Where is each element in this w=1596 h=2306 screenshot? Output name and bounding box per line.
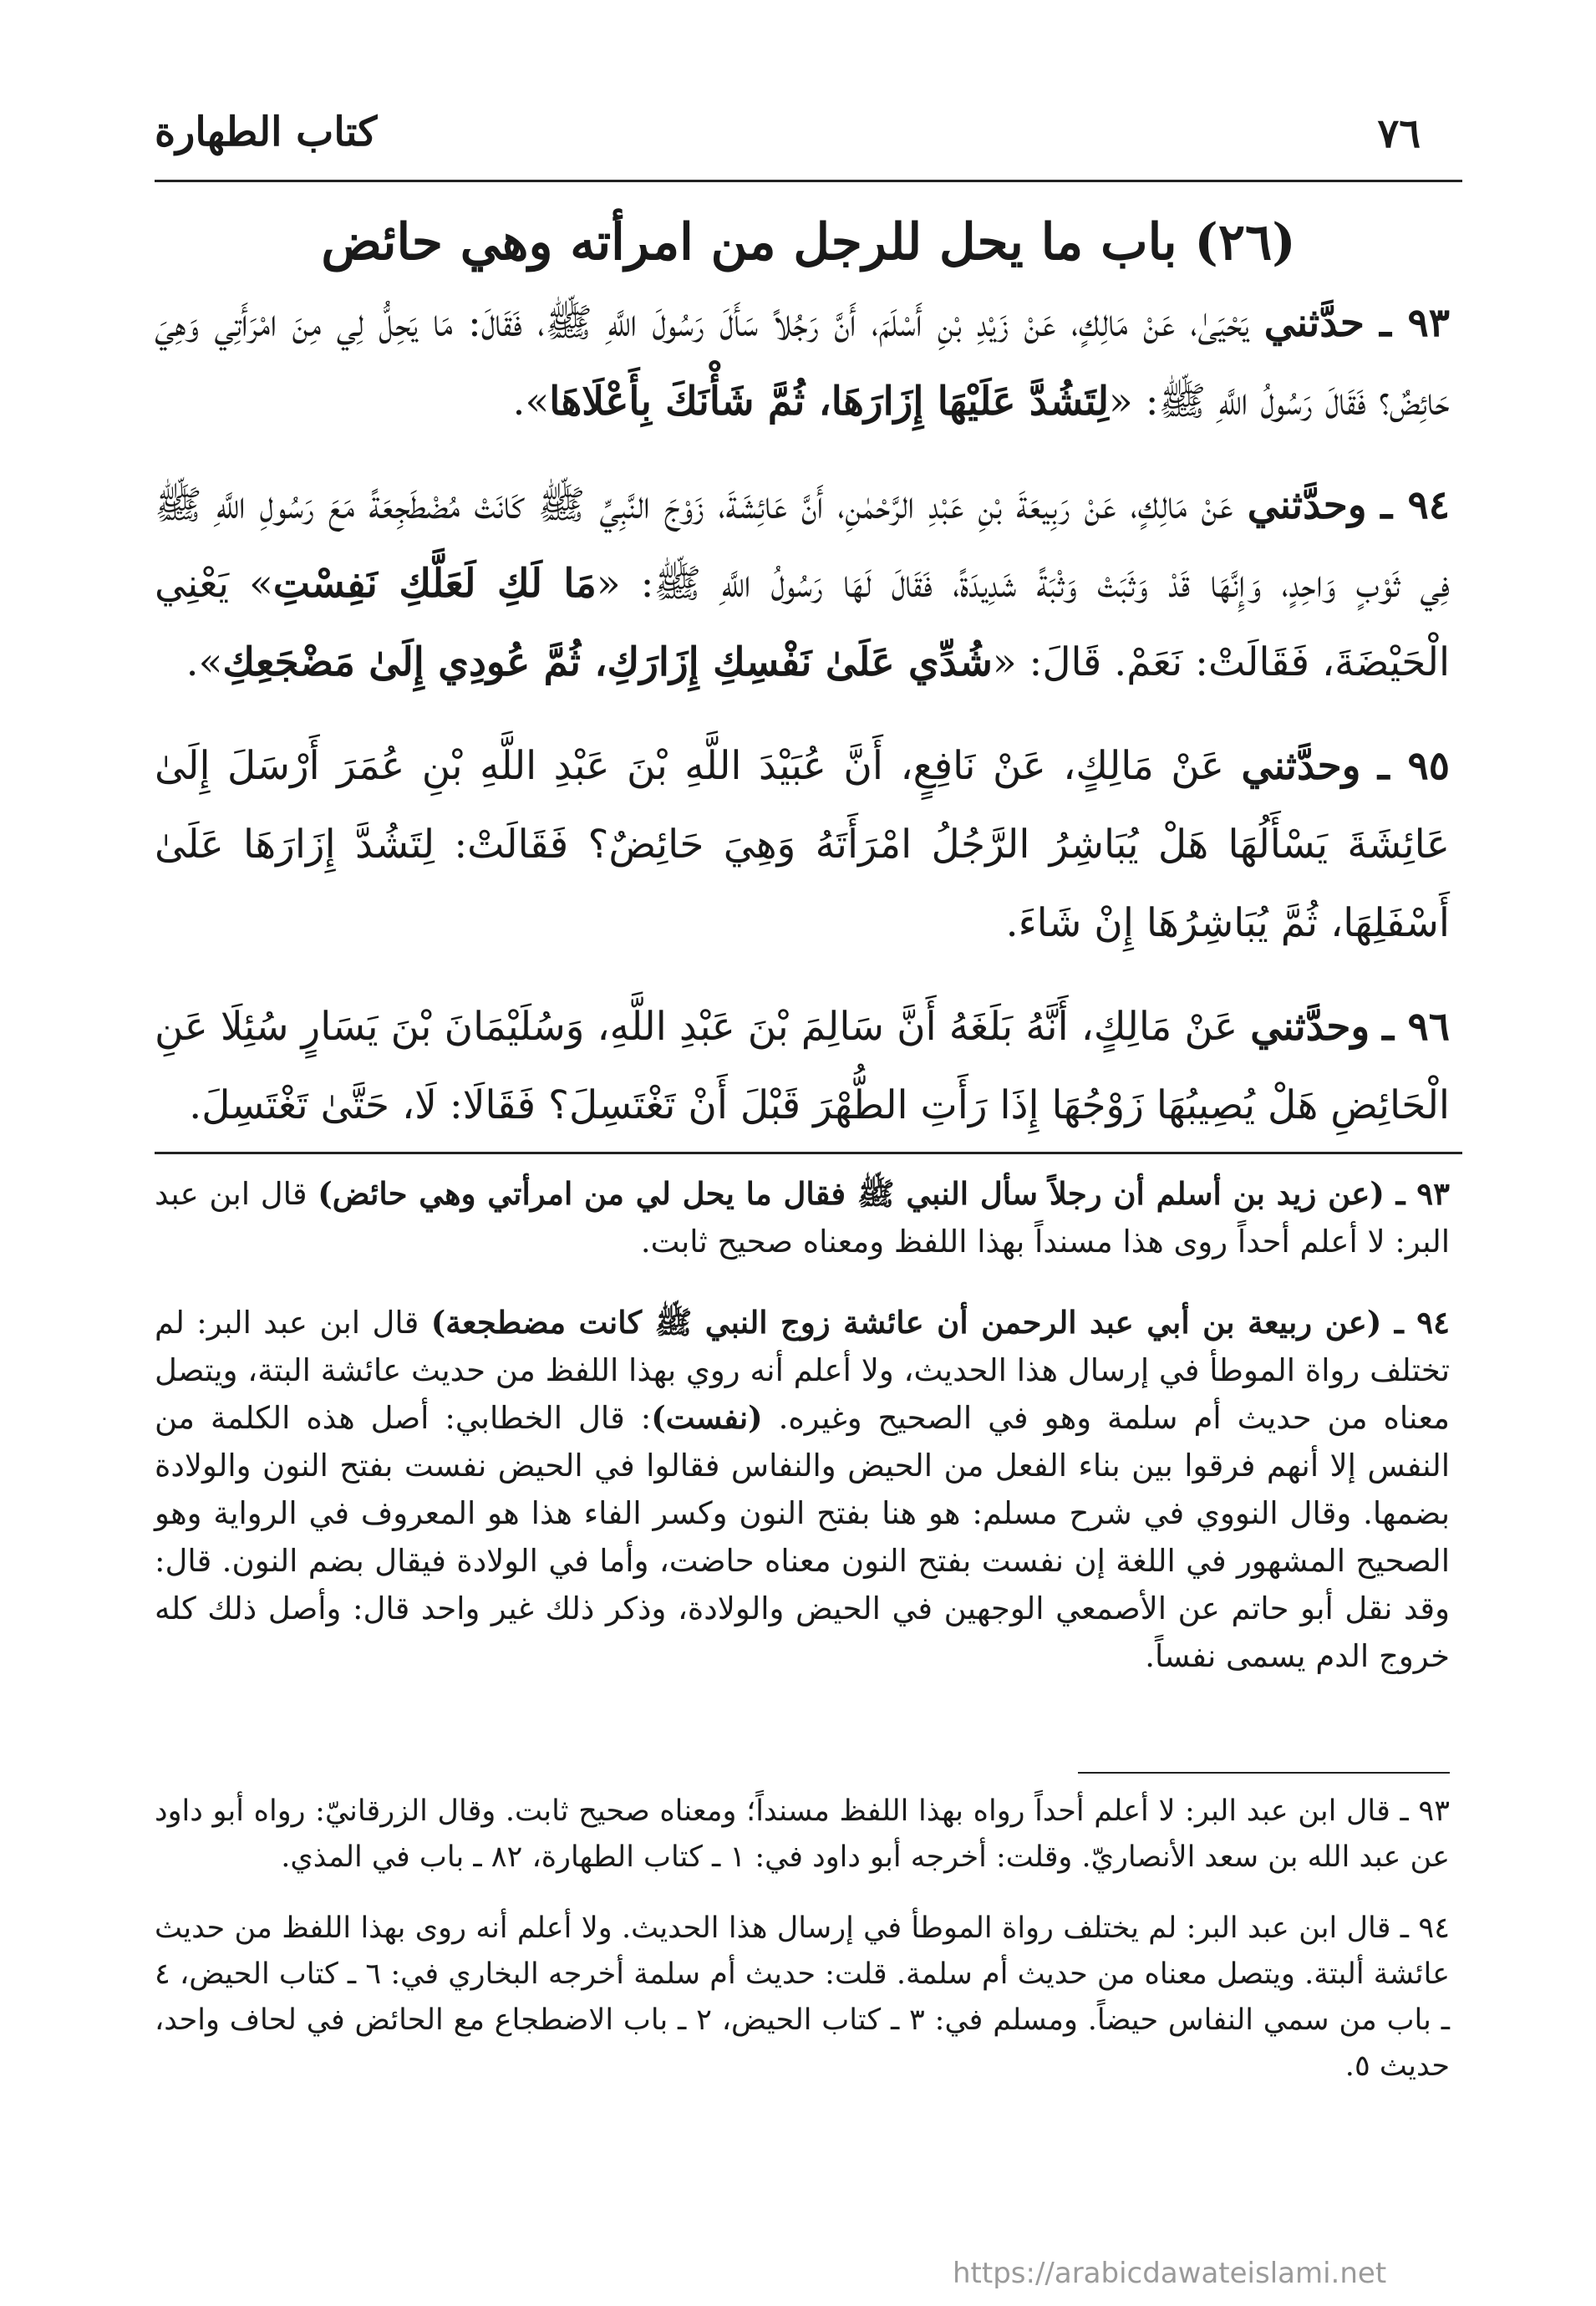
commentary-94: ٩٤ ـ (عن ربيعة بن أبي عبد الرحمن أن عائشة زوج النبي ﷺ كانت مضطجعة) قال ابن عبد البر: لم تختلف رواة الموطأ في إرسال هذا الحديث، ولا أعلم أنه روي بهذا اللفظ من حديث عائشة البتة، ويتصل معناه من حديث أم سلمة وهو في الصحيح وغيره. (نفست): قال الخطابي: أصل هذه الكلمة من النفس إلا أنهم فرقوا بين بناء الفعل من الحيض والنفاس فقالوا في الحيض نفست بفتح النون والولادة بضمها. وقال النووي في شرح مسلم: هو هنا بفتح النون وكسر الفاء هذا هو المعروف في الرواية وهو الصحيح المشهور في اللغة إن نفست بفتح النون معناه حاضت، وأما في الولادة فيقال بضم النون. قال: وقد نقل أبو حاتم عن الأصمعي الوجهين في الحيض والولادة، وذكر ذلك غير واحد قال: وأصل ذلك كله خروج الدم يسمى نفساً. xyxy=(155,1304,1451,1674)
hadith-95: ٩٥ ـ وحدَّثني عَنْ مَالِكٍ، عَنْ نَافِعٍ، أَنَّ عُبَيْدَ اللَّهِ بْنَ عَبْدِ اللَّهِ بْنِ عُمَرَ أَرْسَلَ إِلَىٰ عَائِشَةَ يَسْأَلُهَا هَلْ يُبَاشِرُ الرَّجُلُ امْرَأَتَهُ وَهِيَ حَائِضٌ؟ فَقَالَتْ: لِتَشُدَّ إِزَارَهَا عَلَىٰ أَسْفَلِهَا، ثُمَّ يُبَاشِرُهَا إِنْ شَاءَ. xyxy=(155,743,1450,946)
hadith-96: ٩٦ ـ وحدَّثني عَنْ مَالِكٍ، أَنَّهُ بَلَغَهُ أَنَّ سَالِمَ بْنَ عَبْدِ اللَّهِ، وَسُلَيْمَانَ بْنَ يَسَارٍ سُئِلَا عَنِ الْحَائِضِ هَلْ يُصِيبُهَا زَوْجُهَا إِذَا رَأَتِ الطُّهْرَ قَبْلَ أَنْ تَغْتَسِلَ؟ فَقَالَا: لَا، حَتَّىٰ تَغْتَسِلَ. xyxy=(155,1004,1450,1128)
hadith-94: ٩٤ ـ وحدَّثني عَنْ مَالِكٍ، عَنْ رَبِيعَةَ بْنِ عَبْدِ الرَّحْمٰنِ، أَنَّ عَائِشَةَ، زَوْجَ النَّبِيِّ ﷺ كَانَتْ مُضْطَجِعَةً مَعَ رَسُولِ اللَّهِ ﷺ فِي ثَوْبٍ وَاحِدٍ، وَإِنَّهَا قَدْ وَثَبَتْ وَثْبَةً شَدِيدَةً، فَقَالَ لَهَا رَسُولُ اللَّهِ ﷺ: «مَا لَكِ لَعَلَّكِ نَفِسْتِ» يَعْنِي الْحَيْضَةَ، فَقَالَتْ: نَعَمْ. قَالَ: «شُدِّي عَلَىٰ نَفْسِكِ إِزَارَكِ، ثُمَّ عُودِي إِلَىٰ مَضْجَعِكِ». xyxy=(155,482,1450,685)
book-title: كتاب الطهارة xyxy=(155,109,378,155)
footnotes xyxy=(155,1789,1450,2115)
footnote-divider xyxy=(1078,1772,1450,1774)
page-header xyxy=(155,100,1421,167)
page-number: ٧٦ xyxy=(1377,110,1421,157)
commentary-divider xyxy=(155,1152,1462,1154)
footnote-93: ٩٣ ـ قال ابن عبد البر: لا أعلم أحداً رواه بهذا اللفظ مسنداً؛ ومعناه صحيح ثابت. وقال الزرقانيّ: رواه أبو داود عن عبد الله بن سعد الأنصاريّ. وقلت: أخرجه أبو داود في: ١ ـ كتاب الطهارة، ٨٢ ـ باب في المذي. xyxy=(155,1794,1450,1874)
commentary-93: ٩٣ ـ (عن زيد بن أسلم أن رجلاً سأل النبي ﷺ فقال ما يحل لي من امرأتي وهي حائض) قال ابن عبد البر: لا أعلم أحداً روى هذا مسنداً بهذا اللفظ ومعناه صحيح ثابت. xyxy=(155,1175,1451,1260)
commentary xyxy=(155,1170,1450,1713)
chapter-title: (٢٦) باب ما يحل للرجل من امرأته وهي حائض xyxy=(321,213,1296,272)
footnote-94: ٩٤ ـ قال ابن عبد البر: لم يختلف رواة الموطأ في إرسال هذا الحديث. ولا أعلم أنه روى بهذا اللفظ من حديث عائشة ألبتة. ويتصل معناه من حديث أم سلمة. قلت: حديث أم سلمة أخرجه البخاري في: ٦ ـ كتاب الحيض، ٤ ـ باب من سمي النفاس حيضاً. ومسلم في: ٣ ـ كتاب الحيض، ٢ ـ باب الاضطجاع مع الحائض في لحاف واحد، حديث ٥. xyxy=(155,1911,1451,2083)
header-divider xyxy=(155,180,1462,182)
watermark-url: https://arabicdawateislami.net xyxy=(953,2257,1387,2290)
hadith-text xyxy=(155,284,1450,1170)
hadith-93: ٩٣ ـ حدَّثني يَحْيَىٰ، عَنْ مَالِكٍ، عَنْ زَيْدِ بْنِ أَسْلَمَ، أَنَّ رَجُلاً سَأَلَ رَسُولَ اللَّهِ ﷺ، فَقَالَ: مَا يَحِلُّ لِي مِنَ امْرَأَتِي وَهِيَ حَائِضٌ؟ فَقَالَ رَسُولُ اللَّهِ ﷺ: «لِتَشُدَّ عَلَيْهَا إِزَارَهَا، ثُمَّ شَأْنَكَ بِأَعْلَاهَا». xyxy=(155,300,1450,425)
